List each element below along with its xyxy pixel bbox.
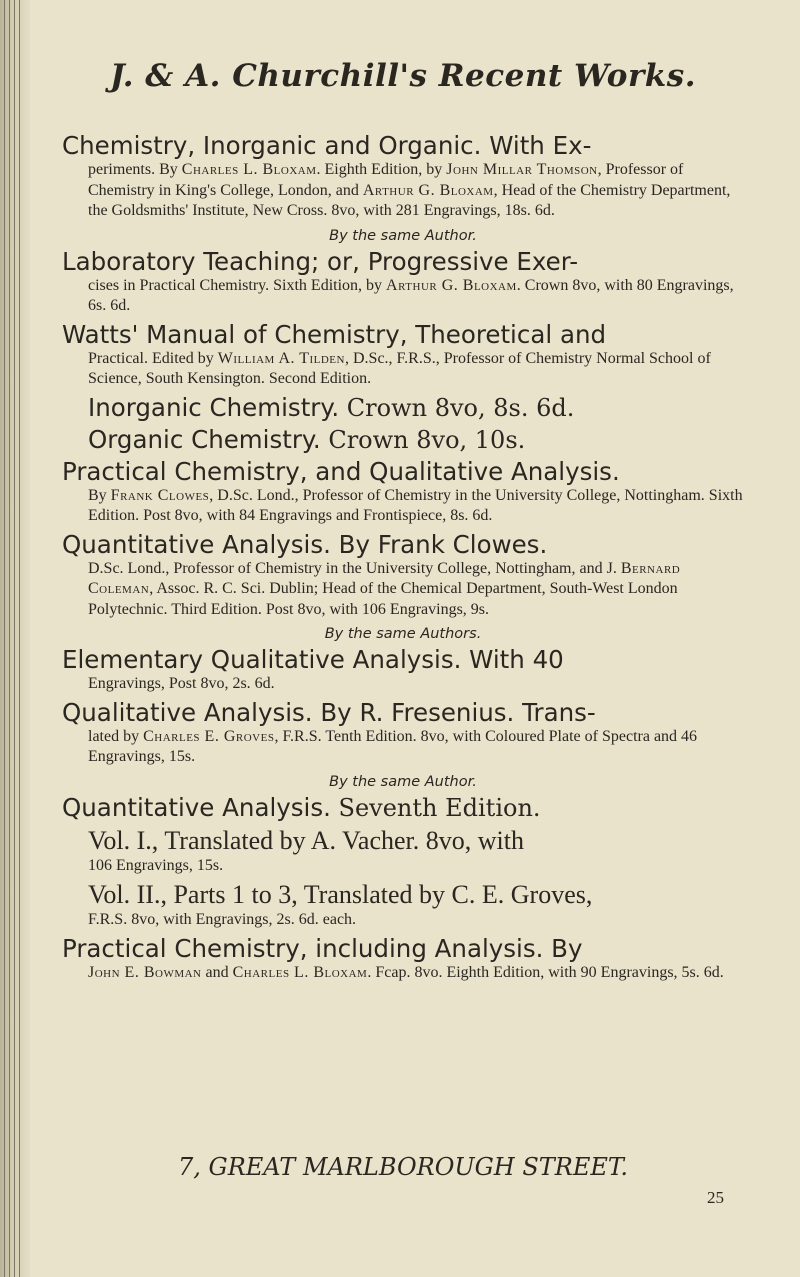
page-number: 25: [707, 1188, 724, 1207]
entry-title-tail: Crown 8vo, 8s. 6d.: [339, 393, 575, 422]
entry-description: [62, 910, 744, 931]
description-text: cises in Practical Chemistry. Sixth Edition, by: [88, 276, 387, 294]
volume-title: Vol. II., Parts 1 to 3, Translated by C. E. Groves,: [88, 880, 593, 909]
entry-title-text: Inorganic Chemistry.: [88, 392, 340, 422]
description-text: lated by: [88, 727, 144, 745]
entry-title: [62, 426, 744, 454]
entry-title: [62, 531, 744, 559]
description-text: Engravings, Post 8vo, 2s. 6d.: [88, 675, 275, 692]
catalogue-entry: [62, 794, 744, 822]
catalogue-entry: [62, 394, 744, 422]
volume-title: Vol. I., Translated by A. Vacher. 8vo, with: [88, 825, 524, 855]
description-text: 106 Engravings, 15s.: [88, 856, 224, 874]
page-header: J. & A. Churchill's Recent Works.: [109, 58, 697, 94]
entry-title-text: Laboratory Teaching; or, Progressive Exer-: [62, 246, 579, 276]
description-text: , Head of the Chemistry Department, the Goldsmiths' Institute, New Cross. 8vo, with 281 Engravings, 18s. 6d.: [88, 181, 731, 219]
entry-title-text: Chemistry, Inorganic and Organic. With Ex-: [62, 131, 592, 160]
footer-address: 7, GREAT MARLBOROUGH STREET.: [178, 1153, 628, 1181]
entry-title-tail: Seventh Edition.: [330, 793, 541, 822]
entry-description: [62, 486, 744, 527]
entry-title: [62, 794, 744, 822]
author-name: William A. Tilden: [217, 349, 345, 367]
entry-title-text: Organic Chemistry.: [88, 424, 321, 454]
description-text: . Crown 8vo, with 80 Engravings, 6s. 6d.: [88, 276, 734, 314]
author-name: Arthur G. Bloxam: [362, 181, 494, 199]
entry-title: [62, 394, 744, 422]
byline: By the same Author.: [329, 227, 477, 244]
author-name: John Millar Thomson: [446, 161, 598, 178]
entry-title-text: Quantitative Analysis.: [62, 792, 331, 822]
catalogue-entry: [62, 458, 744, 527]
byline: By the same Author.: [329, 773, 477, 790]
entry-title: [62, 935, 744, 963]
description-text: , D.Sc., F.R.S., Professor of Chemistry Normal School of Science, South Kensington. Second Edition.: [88, 349, 711, 387]
entry-title-text: Quantitative Analysis. By Frank Clowes.: [62, 529, 548, 559]
entry-title: [62, 458, 744, 486]
author-name: Charles E. Groves: [143, 727, 275, 745]
entry-description: [62, 856, 744, 877]
entry-description: [62, 674, 744, 695]
entry-title: [62, 699, 744, 727]
author-name: Bernard Coleman: [88, 559, 681, 597]
author-name: Arthur G. Bloxam: [386, 276, 517, 294]
catalogue-entry: [62, 880, 744, 931]
description-text: Practical. Edited by: [88, 349, 218, 367]
description-text: By: [88, 486, 111, 504]
catalogue-entry: [62, 826, 744, 877]
description-text: , Assoc. R. C. Sci. Dublin; Head of the Chemical Department, South-West London Polytechnic. Third Edition. Post 8vo, with 106 Engravings, 9s.: [88, 580, 678, 618]
entry-title-text: Elementary Qualitative Analysis. With 40: [62, 645, 564, 674]
catalogue-entry: [62, 426, 744, 454]
entry-title: [62, 646, 744, 674]
description-text: , D.Sc. Lond., Professor of Chemistry in the University College, Nottingham. Sixth Edition. Post 8vo, with 84 Engravings and Frontispiece, 8s. 6d.: [88, 486, 743, 524]
entries-list: [62, 132, 744, 987]
author-name: Charles L. Bloxam: [232, 963, 368, 981]
catalogue-entry: [62, 646, 744, 695]
description-text: , F.R.S. Tenth Edition. 8vo, with Coloured Plate of Spectra and 46 Engravings, 15s.: [88, 727, 698, 765]
entry-description: [62, 559, 744, 621]
author-name: John E. Bowman: [88, 963, 202, 981]
catalogue-entry: [62, 248, 744, 317]
description-text: and: [201, 963, 233, 981]
author-name: Frank Clowes: [110, 486, 210, 504]
entry-title-text: Practical Chemistry, and Qualitative Analysis.: [62, 456, 620, 486]
description-text: periments. By: [88, 161, 182, 178]
catalogue-entry: [62, 699, 744, 768]
book-spine-edge: [0, 0, 30, 1277]
entry-title-text: Qualitative Analysis. By R. Fresenius. Trans-: [62, 697, 596, 727]
description-text: . Eighth Edition, by: [316, 161, 447, 178]
entry-title: [62, 321, 744, 349]
entry-description: [62, 160, 744, 222]
catalogue-entry: [62, 531, 744, 621]
entry-title-tail: Crown 8vo, 10s.: [320, 425, 526, 454]
entry-title-text: Watts' Manual of Chemistry, Theoretical and: [62, 319, 607, 349]
description-text: , Professor of Chemistry in King's College, London, and: [88, 161, 684, 199]
entry-description: [62, 963, 744, 984]
entry-title: [62, 248, 744, 276]
catalogue-entry: [62, 935, 744, 984]
page: [62, 0, 744, 1277]
entry-description: [62, 349, 744, 390]
byline: By the same Authors.: [324, 626, 482, 642]
entry-title: [62, 132, 744, 160]
entry-description: [62, 276, 744, 317]
description-text: F.R.S. 8vo, with Engravings, 2s. 6d. each.: [88, 911, 357, 928]
catalogue-entry: [62, 132, 744, 222]
entry-description: [62, 727, 744, 768]
description-text: D.Sc. Lond., Professor of Chemistry in the University College, Nottingham, and J.: [88, 559, 621, 577]
catalogue-entry: [62, 321, 744, 390]
description-text: . Fcap. 8vo. Eighth Edition, with 90 Engravings, 5s. 6d.: [367, 963, 724, 981]
author-name: Charles L. Bloxam: [181, 161, 317, 178]
entry-title-text: Practical Chemistry, including Analysis. By: [62, 933, 583, 963]
